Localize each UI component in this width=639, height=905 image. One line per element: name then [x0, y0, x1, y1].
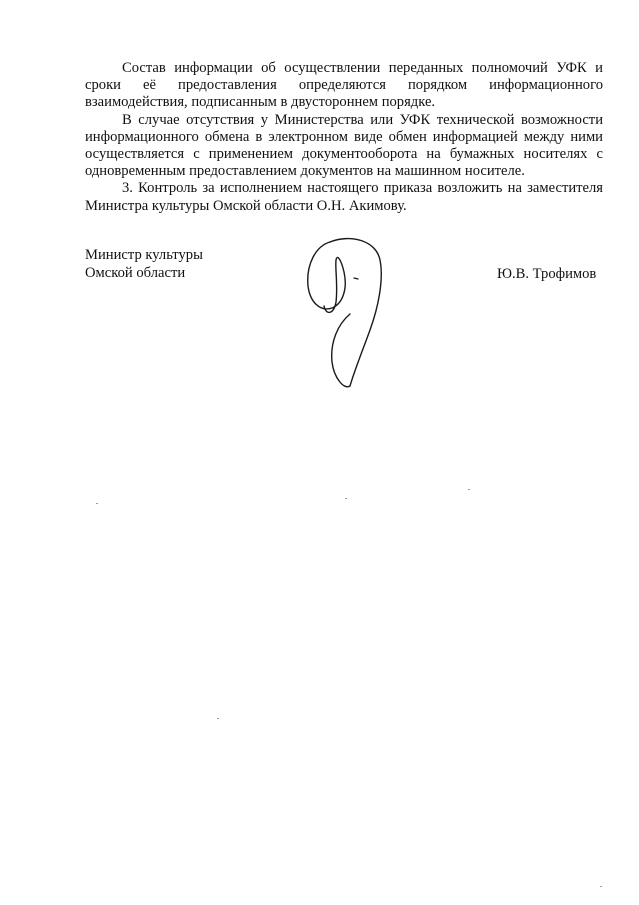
signatory-title — [85, 247, 203, 282]
paragraph-reporting-info: Состав информации об осуществлении переданных полномочий УФК и сроки её предоставления определяются порядком информационного взаимодействия, подписанным в двустороннем порядке. — [85, 60, 603, 111]
signatory-title-line-1: Министр культуры — [85, 247, 203, 263]
scan-speck — [96, 503, 98, 504]
scan-speck — [345, 498, 347, 499]
signatory-title-line-2: Омской области — [85, 264, 186, 281]
scan-speck — [468, 489, 470, 490]
scan-speck — [600, 886, 602, 887]
paragraph-control-clause: 3. Контроль за исполнением настоящего приказа возложить на заместителя Министра культуры Омской области О.Н. Акимову. — [85, 180, 603, 214]
scan-speck — [217, 718, 219, 719]
handwritten-signature — [296, 226, 392, 394]
document-body — [85, 60, 603, 215]
signatory-name: Ю.В. Трофимов — [497, 266, 597, 282]
paragraph-paper-exchange: В случае отсутствия у Министерства или УФК технической возможности информационного обмена в электронном виде обмен информацией между ними осуществляется с применением документооборота на бумажных носителях с одновременным предоставлением документов на машинном носителе. — [85, 111, 603, 180]
